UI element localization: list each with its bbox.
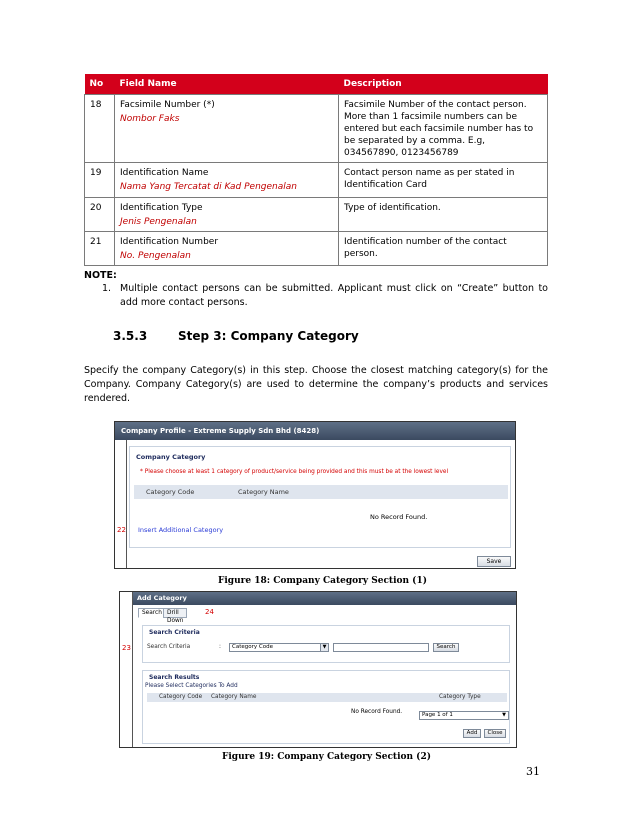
field-name-malay: Jenis Pengenalan [120, 216, 197, 227]
col-header-description: Description [339, 74, 548, 94]
search-criteria-input[interactable] [333, 643, 429, 652]
close-button[interactable]: Close [484, 729, 506, 738]
no-record-text: No Record Found. [351, 709, 403, 715]
field-name-cell [115, 162, 339, 197]
table-row [85, 197, 548, 231]
results-hint: Please Select Categories To Add [145, 683, 238, 689]
company-category-group [129, 446, 511, 548]
note-item [102, 282, 548, 310]
chevron-down-icon: ▼ [500, 712, 508, 719]
field-name: Identification Number [120, 236, 219, 247]
table-row [85, 94, 548, 162]
table-header-row [85, 74, 548, 94]
section-title: Step 3: Company Category [178, 329, 359, 343]
insert-category-link[interactable]: Insert Additional Category [138, 526, 224, 534]
group-title: Company Category [136, 453, 206, 461]
figure-19-caption: Figure 19: Company Category Section (2) [222, 752, 431, 762]
search-criteria-group [142, 625, 510, 663]
col-header-no: No [85, 74, 115, 94]
note-title: NOTE: [84, 270, 117, 281]
description-cell: Type of identification. [339, 197, 548, 231]
table-row [85, 231, 548, 265]
note-item-number: 1. [102, 283, 112, 294]
marker-column [120, 592, 133, 747]
col-category-code: Category Code [146, 488, 195, 496]
field-name: Facsimile Number (*) [120, 99, 215, 110]
field-name-cell [115, 231, 339, 265]
field-name-malay: Nombor Faks [120, 113, 180, 124]
col-category-type: Category Type [439, 694, 481, 700]
page-number: 31 [526, 765, 540, 778]
page-select[interactable] [419, 711, 509, 720]
search-results-group [142, 670, 510, 744]
field-name: Identification Name [120, 167, 209, 178]
row-number: 18 [85, 94, 115, 162]
window-title-bar: Add Category [133, 592, 516, 605]
section-paragraph: Specify the company Category(s) in this step. Choose the closest matching category(s) for the Company. Company Category(s) are used to determine the company’s products and services rendered. [84, 365, 548, 404]
figure-19-screenshot [119, 591, 517, 748]
group-title: Search Criteria [149, 629, 200, 636]
figure-18-caption: Figure 18: Company Category Section (1) [218, 576, 427, 586]
category-warning: * Please choose at least 1 category of product/service being provided and this must be at the lowest level [140, 469, 449, 475]
section-number: 3.5.3 [113, 329, 148, 343]
row-number: 20 [85, 197, 115, 231]
select-value: Category Code [232, 644, 273, 650]
search-button[interactable]: Search [433, 643, 459, 652]
search-criteria-label: Search Criteria [147, 644, 191, 650]
field-name-cell [115, 197, 339, 231]
col-header-field-name: Field Name [115, 74, 339, 94]
colon-label: : [219, 644, 221, 650]
row-number: 21 [85, 231, 115, 265]
page-select-value: Page 1 of 1 [422, 712, 453, 718]
field-name-cell [115, 94, 339, 162]
group-title: Search Results [149, 674, 200, 681]
field-name: Identification Type [120, 202, 203, 213]
tab-search[interactable]: Search [138, 608, 166, 618]
add-button[interactable]: Add [463, 729, 481, 738]
category-table-header [134, 485, 508, 499]
field-name-malay: Nama Yang Tercatat di Kad Pengenalan [120, 181, 297, 192]
no-record-text: No Record Found. [370, 513, 428, 521]
window-title-bar: Company Profile - Extreme Supply Sdn Bhd (8428) [115, 422, 515, 440]
figure-18-screenshot [114, 421, 516, 569]
chevron-down-icon: ▼ [320, 644, 328, 651]
description-cell: Identification number of the contact person. [339, 231, 548, 265]
row-number: 19 [85, 162, 115, 197]
note-item-text: Multiple contact persons can be submitted. Applicant must click on “Create” button to add more contact persons. [120, 283, 548, 308]
field-table [84, 74, 548, 266]
col-category-name: Category Name [211, 694, 257, 700]
callout-marker-22: 22 [117, 526, 126, 534]
field-name-malay: No. Pengenalan [120, 250, 191, 261]
col-category-name: Category Name [238, 488, 289, 496]
description-cell: Facsimile Number of the contact person. More than 1 facsimile numbers can be entered but each facsimile number has to be separated by a comma. E.g, 034567890, 0123456789 [339, 94, 548, 162]
search-criteria-select[interactable] [229, 643, 329, 652]
tab-drill-down[interactable]: Drill Down [163, 608, 187, 618]
description-cell: Contact person name as per stated in Identification Card [339, 162, 548, 197]
save-button[interactable]: Save [477, 556, 511, 567]
callout-marker-24: 24 [205, 608, 214, 616]
marker-column [115, 440, 127, 568]
callout-marker-23: 23 [122, 644, 131, 652]
table-row [85, 162, 548, 197]
col-category-code: Category Code [159, 694, 203, 700]
